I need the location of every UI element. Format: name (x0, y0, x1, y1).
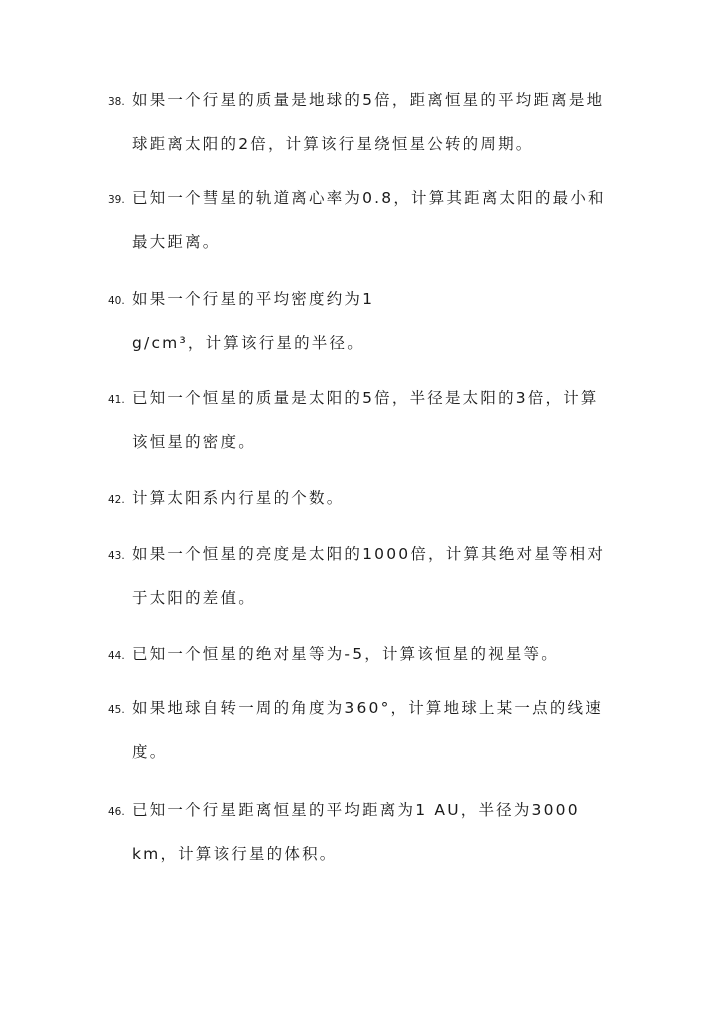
question-46 (108, 798, 648, 886)
question-40 (108, 287, 648, 375)
question-number: 46. (108, 806, 125, 818)
question-text-continued: g/cm³，计算该行星的半径。 (132, 334, 365, 352)
question-line (108, 696, 648, 740)
question-text-continued: 度。 (132, 743, 168, 761)
question-43 (108, 542, 648, 630)
question-line (108, 542, 648, 586)
question-number: 42. (108, 494, 125, 506)
question-text-continued: 于太阳的差值。 (132, 589, 256, 607)
question-text: 已知一个恒星的绝对星等为-5，计算该恒星的视星等。 (132, 645, 559, 663)
question-number: 41. (108, 394, 125, 406)
question-text: 已知一个行星距离恒星的平均距离为1 AU，半径为3000 (132, 801, 580, 819)
question-line (108, 642, 648, 686)
question-text: 如果一个行星的质量是地球的5倍，距离恒星的平均距离是地 (132, 91, 605, 109)
question-39 (108, 186, 648, 274)
question-text: 如果一个行星的平均密度约为1 (132, 290, 375, 308)
question-text-continued: 该恒星的密度。 (132, 433, 256, 451)
question-number: 39. (108, 194, 125, 206)
question-line (108, 287, 648, 331)
question-38 (108, 88, 648, 176)
question-line (108, 798, 648, 842)
question-number: 43. (108, 550, 125, 562)
question-42 (108, 486, 648, 530)
question-text: 计算太阳系内行星的个数。 (132, 489, 345, 507)
question-text: 如果地球自转一周的角度为360°，计算地球上某一点的线速 (132, 699, 603, 717)
question-45 (108, 696, 648, 784)
question-number: 38. (108, 96, 125, 108)
question-text-continued: km，计算该行星的体积。 (132, 845, 338, 863)
question-number: 40. (108, 295, 125, 307)
question-line (108, 88, 648, 132)
question-text: 已知一个恒星的质量是太阳的5倍，半径是太阳的3倍，计算 (132, 389, 599, 407)
question-line (108, 486, 648, 530)
question-text-continued: 最大距离。 (132, 233, 221, 251)
question-41 (108, 386, 648, 474)
question-44 (108, 642, 648, 686)
question-number: 45. (108, 704, 125, 716)
question-text: 已知一个彗星的轨道离心率为0.8，计算其距离太阳的最小和 (132, 189, 606, 207)
question-line (108, 386, 648, 430)
question-number: 44. (108, 650, 125, 662)
question-text: 如果一个恒星的亮度是太阳的1000倍，计算其绝对星等相对 (132, 545, 606, 563)
question-line (108, 186, 648, 230)
question-text-continued: 球距离太阳的2倍，计算该行星绕恒星公转的周期。 (132, 135, 534, 153)
